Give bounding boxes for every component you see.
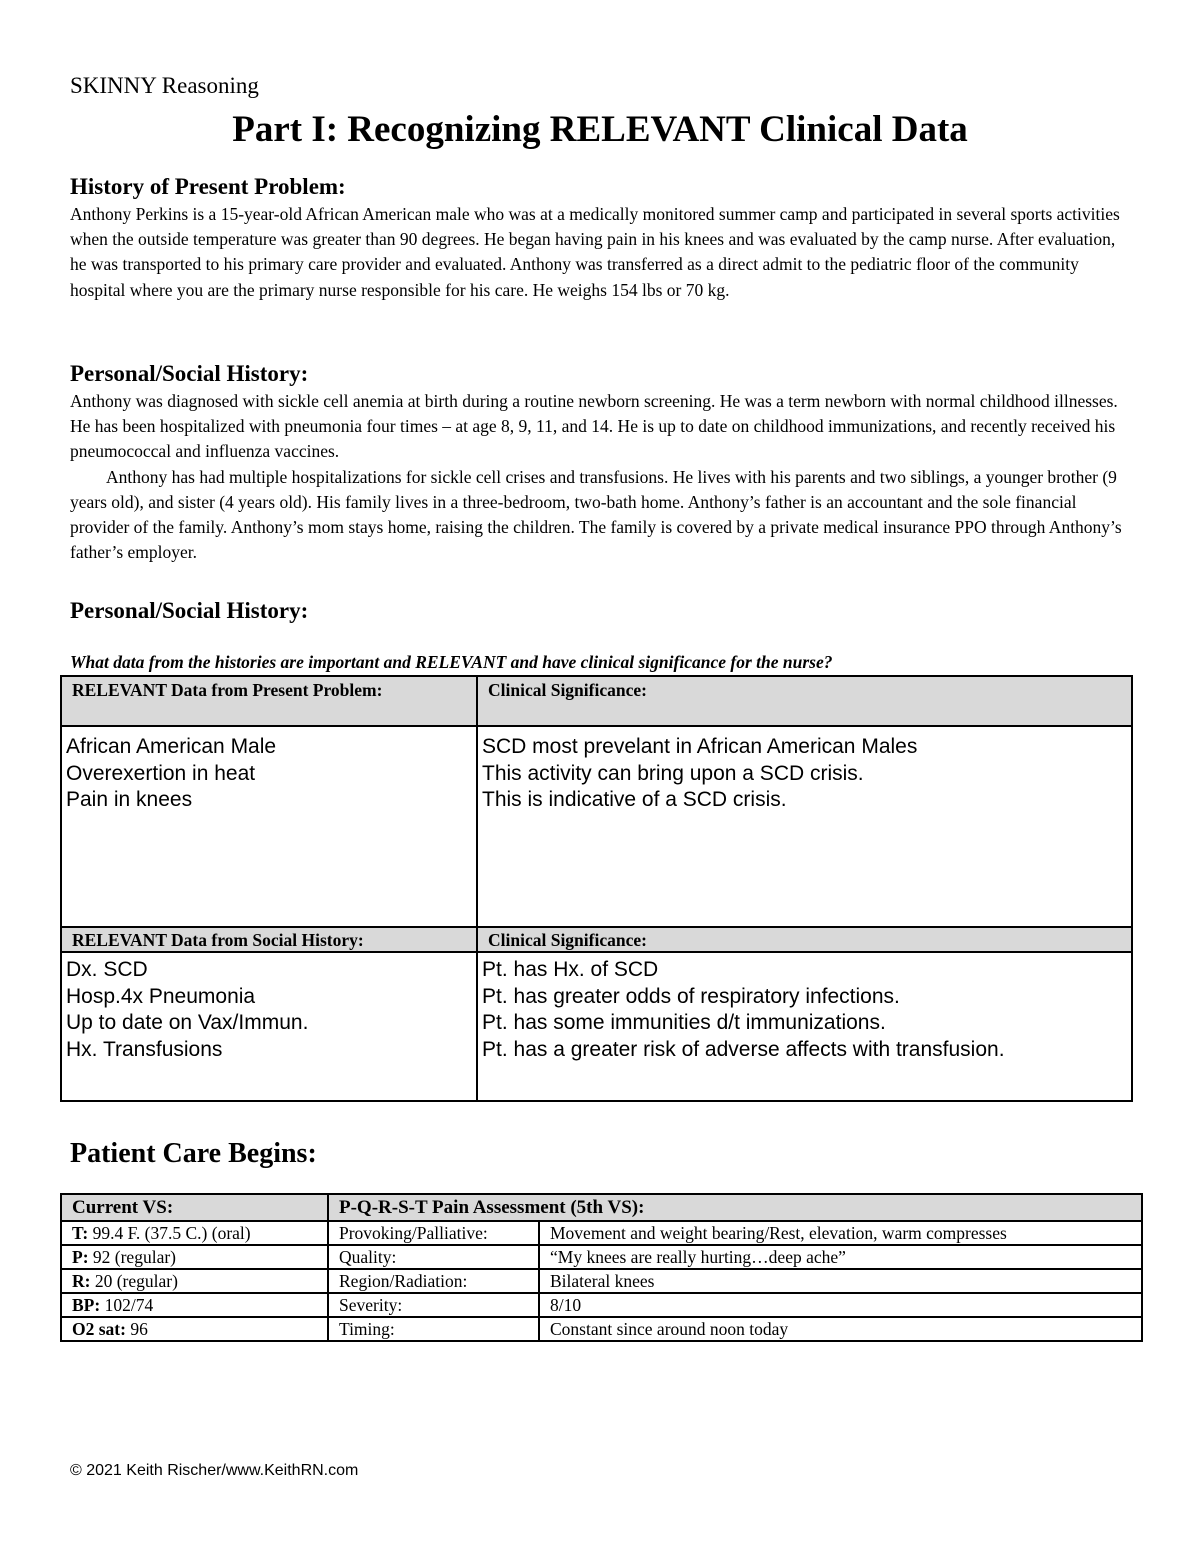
vs-value: 102/74 (104, 1295, 154, 1315)
pain-value: Bilateral knees (539, 1269, 1142, 1293)
present-significance-item: This is indicative of a SCD crisis. (482, 788, 787, 811)
vs-label: P: (72, 1247, 89, 1267)
present-data-cell (61, 726, 477, 927)
present-data-item: Pain in knees (66, 788, 193, 811)
pain-value: 8/10 (539, 1293, 1142, 1317)
social-data-cell (61, 952, 477, 1101)
vs-row (61, 1269, 1142, 1293)
page-title: Part I: Recognizing RELEVANT Clinical Data (232, 109, 968, 150)
history-text: Anthony Perkins is a 15-year-old African American male who was at a medically monitored summer camp and participated in several sports activities when the outside temperature was greater than 90 degrees. He began having pain in his knees and was evaluated by the camp nurse. After evaluation, he was transported to his primary care provider and evaluated. Anthony was transferred as a direct admit to the pediatric floor of the community hospital where you are the primary nurse responsible for his care. He weighs 154 lbs or 70 kg. (70, 204, 1120, 300)
vs-row (61, 1221, 1142, 1245)
relevant-section-heading: Personal/Social History: (70, 598, 309, 623)
vs-cell (61, 1221, 328, 1245)
present-data-item: Overexertion in heat (66, 761, 256, 785)
social-data-item: Hosp.4x Pneumonia (66, 984, 256, 1008)
current-vs-header: Current VS: (61, 1194, 328, 1221)
pain-value: “My knees are really hurting…deep ache” (539, 1245, 1142, 1269)
vs-label: R: (72, 1271, 91, 1291)
social-significance-item: Pt. has some immunities d/t immunizations. (482, 1011, 886, 1034)
vs-label: BP: (72, 1295, 101, 1315)
vs-row (61, 1317, 1142, 1341)
vs-cell (61, 1269, 328, 1293)
present-data-item: African American Male (66, 735, 277, 758)
vs-row (61, 1245, 1142, 1269)
social-significance-item: Pt. has a greater risk of adverse affects with transfusion. (482, 1037, 1005, 1061)
social-paragraph-1: Anthony was diagnosed with sickle cell anemia at birth during a routine newborn screening. He was a term newborn with normal childhood illnesses. He has been hospitalized with pneumonia four times – at age 8, 9, 11, and 14. He is up to date on childhood immunizations, and recently received his pneumococcal and influenza vaccines. (70, 391, 1118, 462)
present-significance-cell (477, 726, 1132, 927)
present-significance-header: Clinical Significance: (477, 676, 1132, 726)
social-data-item: Hx. Transfusions (66, 1037, 223, 1061)
vs-cell (61, 1245, 328, 1269)
social-significance-header: Clinical Significance: (477, 927, 1132, 952)
present-significance-item: SCD most prevelant in African American Males (482, 735, 918, 758)
patient-care-heading: Patient Care Begins: (70, 1138, 317, 1169)
vs-value: 20 (regular) (94, 1271, 178, 1291)
relevant-question: What data from the histories are important and RELEVANT and have clinical significance for the nurse? (70, 652, 833, 672)
social-data-item: Up to date on Vax/Immun. (66, 1011, 309, 1034)
pain-value: Constant since around noon today (539, 1317, 1142, 1341)
vs-label: O2 sat: (72, 1319, 126, 1339)
history-heading: History of Present Problem: (70, 174, 346, 199)
vs-value: 96 (130, 1319, 148, 1339)
pain-value: Movement and weight bearing/Rest, elevation, warm compresses (539, 1221, 1142, 1245)
vs-cell (61, 1317, 328, 1341)
social-significance-item: Pt. has Hx. of SCD (482, 958, 659, 981)
social-history-heading: Personal/Social History: (70, 361, 309, 386)
vs-cell (61, 1293, 328, 1317)
document-subtitle: SKINNY Reasoning (70, 73, 259, 98)
pain-label: Provoking/Palliative: (328, 1221, 539, 1245)
vs-value: 99.4 F. (37.5 C.) (oral) (92, 1223, 251, 1243)
present-significance-item: This activity can bring upon a SCD crisis. (482, 761, 864, 785)
copyright-footer: © 2021 Keith Rischer/www.KeithRN.com (70, 1462, 359, 1479)
pain-label: Quality: (328, 1245, 539, 1269)
pain-label: Region/Radiation: (328, 1269, 539, 1293)
pain-assessment-header: P-Q-R-S-T Pain Assessment (5th VS): (328, 1194, 1142, 1221)
relevant-data-table (60, 675, 1133, 1102)
vs-row (61, 1293, 1142, 1317)
social-paragraph-2: Anthony has had multiple hospitalizations for sickle cell crises and transfusions. He lives with his parents and two siblings, a younger brother (9 years old), and sister (4 years old). His family lives in a three-bedroom, two-bath home. Anthony’s father is an accountant and the sole financial provider of the family. Anthony’s mom stays home, raising the children. The family is covered by a private medical insurance PPO through Anthony’s father’s employer. (70, 466, 1122, 563)
social-significance-item: Pt. has greater odds of respiratory infections. (482, 984, 900, 1008)
present-data-header: RELEVANT Data from Present Problem: (61, 676, 477, 726)
social-history-text (70, 389, 1135, 565)
social-data-header: RELEVANT Data from Social History: (61, 927, 477, 952)
vs-label: T: (72, 1223, 89, 1243)
social-significance-cell (477, 952, 1132, 1101)
pain-label: Timing: (328, 1317, 539, 1341)
pain-label: Severity: (328, 1293, 539, 1317)
social-data-item: Dx. SCD (66, 958, 148, 981)
vital-signs-table (60, 1193, 1143, 1342)
vs-value: 92 (regular) (92, 1247, 176, 1267)
